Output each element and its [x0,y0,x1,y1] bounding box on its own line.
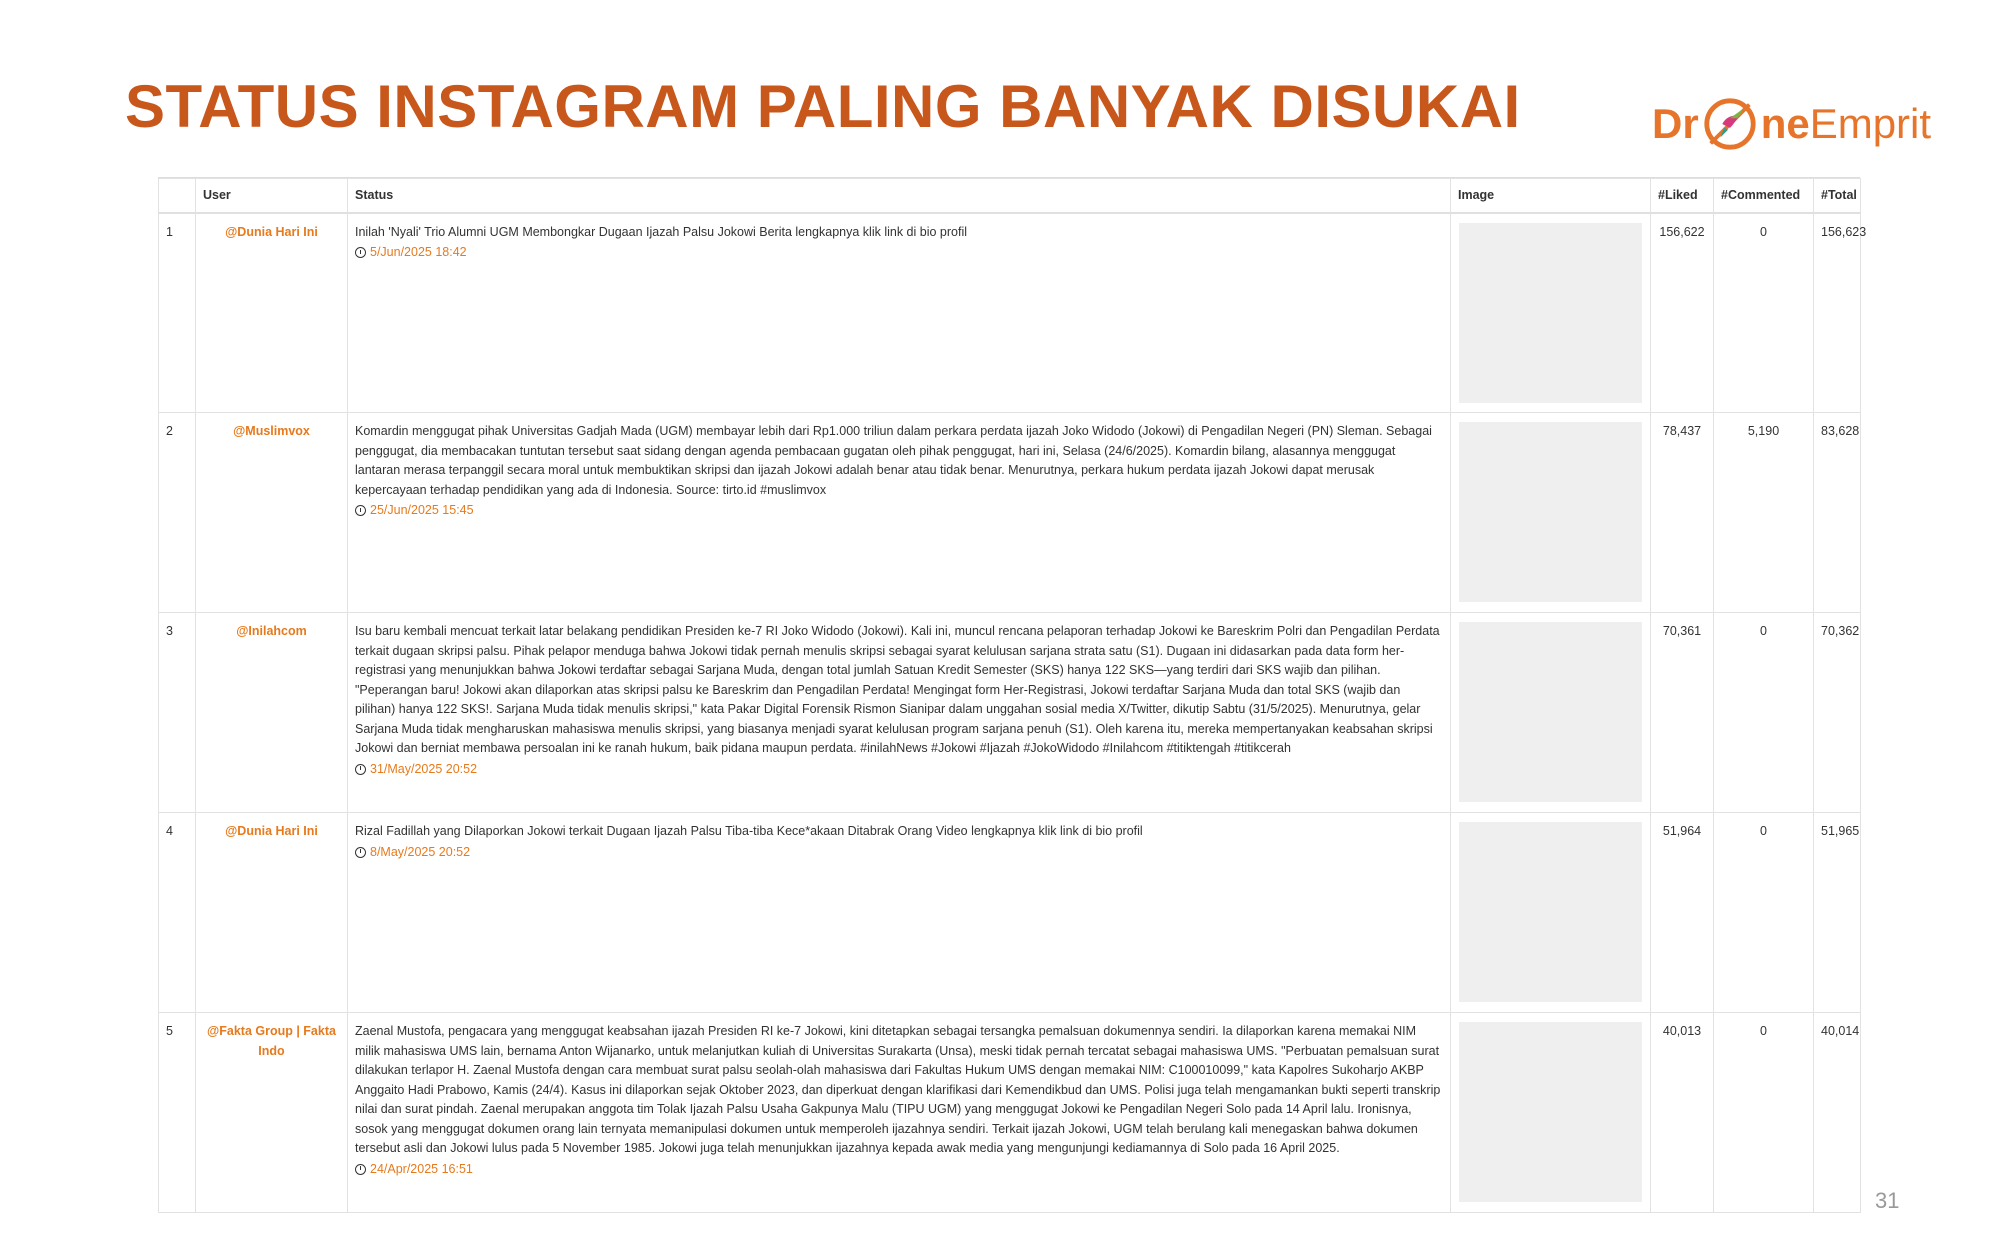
header-index [159,179,196,213]
clock-icon [355,764,366,775]
status-table-container [158,177,1867,1208]
header-total[interactable]: #Total [1814,179,1861,213]
status-cell [348,213,1451,413]
total-count: 40,014 [1814,1013,1861,1213]
timestamp[interactable] [355,501,1443,521]
liked-count: 78,437 [1651,413,1714,613]
status-text: Komardin menggugat pihak Universitas Gadjah Mada (UGM) membayar lebih dari Rp1.000 triliun dalam perkara perdata ijazah Joko Widodo (Jokowi) di Pengadilan Negeri (PN) Sleman. Sebagai penggugat, dia membacakan tuntutan tersebut saat sidang dengan agenda pembacaan gugatan oleh pihak penggugat, hari ini, Selasa (24/6/2025). Komardin bilang, alasannya menggugat lantaran merasa terpanggil secara moral untuk membuktikan skripsi dan ijazah Jokowi adalah benar atau tidak benar. Menurutnya, perkara hukum perdata ijazah Jokowi dapat merusak kepercayaan terhadap pendidikan yang ada di Indonesia. Source: tirto.id #muslimvox [355,424,1432,497]
user-link[interactable]: @Dunia Hari Ini [196,813,348,1013]
header-image[interactable]: Image [1451,179,1651,213]
image-cell [1451,613,1651,813]
header-commented[interactable]: #Commented [1714,179,1814,213]
table-row [159,613,1861,813]
user-link[interactable]: @Dunia Hari Ini [196,213,348,413]
logo-text-part2: ne [1760,100,1810,147]
status-table [158,178,1867,1213]
timestamp[interactable] [355,1160,1443,1180]
table-row [159,213,1861,413]
row-index: 2 [159,413,196,613]
header-status[interactable]: Status [348,179,1451,213]
commented-count: 0 [1714,213,1814,413]
table-row [159,813,1861,1013]
timestamp-text: 24/Apr/2025 16:51 [370,1161,473,1176]
total-count: 70,362 [1814,613,1861,813]
total-count: 83,628 [1814,413,1861,613]
timestamp[interactable] [355,243,1443,263]
commented-count: 5,190 [1714,413,1814,613]
liked-count: 156,622 [1651,213,1714,413]
page-title: STATUS INSTAGRAM PALING BANYAK DISUKAI [125,73,1521,140]
timestamp[interactable] [355,843,1443,863]
post-image[interactable] [1459,1022,1642,1202]
status-cell [348,413,1451,613]
user-link[interactable]: @Muslimvox [196,413,348,613]
image-cell [1451,813,1651,1013]
timestamp-text: 31/May/2025 20:52 [370,761,478,776]
post-image[interactable] [1459,822,1642,1002]
status-cell [348,813,1451,1013]
status-text: Rizal Fadillah yang Dilaporkan Jokowi terkait Dugaan Ijazah Palsu Tiba-tiba Kece*akaan Ditabrak Orang Video lengkapnya klik link di bio profil [355,824,1143,838]
status-cell [348,1013,1451,1213]
status-text: Isu baru kembali mencuat terkait latar belakang pendidikan Presiden ke-7 RI Joko Widodo (Jokowi). Kali ini, muncul rencana pelaporan terhadap Jokowi ke Bareskrim Polri dan Pengadilan Perdata terkait dugaan skripsi palsu. Pihak pelapor menduga bahwa Jokowi tidak pernah menulis skripsi sebagai syarat kelulusan sarjana strata satu (S1). Dugaan ini didasarkan pada data form her-registrasi yang menunjukkan bahwa Jokowi terdaftar sebagai Sarjana Muda, dengan total jumlah Satuan Kredit Semester (SKS) hanya 122 SKS—yang terdiri dari SKS wajib dan pilihan. "Peperangan baru! Jokowi akan dilaporkan atas skripsi palsu ke Bareskrim dan Pengadilan Perdata! Mengingat form Her-Registrasi, Jokowi terdaftar Sarjana Muda dan total SKS (wajib dan pilihan) hanya 122 SKS!. Sarjana Muda tidak menulis skripsi," kata Pakar Digital Forensik Rismon Sianipar dalam unggahan sosial media X/Twitter, dikutip Sabtu (31/5/2025). Menurutnya, gelar Sarjana Muda tidak mengharuskan mahasiswa menulis skripsi, yang biasanya menjadi syarat kelulusan program sarjana penuh (S1). Oleh karena itu, mereka mempertanyakan keabsahan skripsi Jokowi dan berniat membawa persoalan ini ke ranah hukum, baik pidana maupun perdata. #inilahNews #Jokowi #Ijazah #JokoWidodo #Inilahcom #titiktengah #titikcerah [355,624,1440,755]
row-index: 1 [159,213,196,413]
liked-count: 40,013 [1651,1013,1714,1213]
status-cell [348,613,1451,813]
clock-icon [355,505,366,516]
user-link[interactable]: @Fakta Group | Fakta Indo [196,1013,348,1213]
post-image[interactable] [1459,223,1642,403]
table-row [159,413,1861,613]
logo-text-part3: Emprit [1809,100,1932,147]
commented-count: 0 [1714,1013,1814,1213]
row-index: 5 [159,1013,196,1213]
liked-count: 51,964 [1651,813,1714,1013]
timestamp[interactable] [355,760,1443,780]
logo-text-part1: Dr [1652,100,1699,147]
clock-icon [355,247,366,258]
header-liked[interactable]: #Liked [1651,179,1714,213]
post-image[interactable] [1459,422,1642,602]
image-cell [1451,213,1651,413]
row-index: 4 [159,813,196,1013]
user-link[interactable]: @Inilahcom [196,613,348,813]
total-count: 51,965 [1814,813,1861,1013]
commented-count: 0 [1714,613,1814,813]
page-number: 31 [1875,1188,1900,1213]
header-user[interactable]: User [196,179,348,213]
timestamp-text: 25/Jun/2025 15:45 [370,503,474,517]
commented-count: 0 [1714,813,1814,1013]
post-image[interactable] [1459,622,1642,802]
status-text: Zaenal Mustofa, pengacara yang menggugat keabsahan ijazah Presiden RI ke-7 Jokowi, kini ditetapkan sebagai tersangka pemalsuan dokumennya sendiri. Ia dilaporkan karena memakai NIM milik mahasiswa UMS lain, bernama Anton Wijanarko, untuk melanjutkan kuliah di Universitas Surakarta (Unsa), meski tidak pernah tercatat sebagai mahasiswa UMS. "Perbuatan pemalsuan surat dilakukan terlapor H. Zaenal Mustofa dengan cara membuat surat palsu seolah-olah mahasiswa dari Fakultas Hukum UMS dengan memakai NIM: C100010099," kata Kapolres Sukoharjo AKBP Anggaito Hadi Prabowo, Kamis (24/4). Kasus ini dilaporkan sejak Oktober 2023, dan diperkuat dengan klarifikasi dari Kemendikbud dan UMS. Polisi juga telah mengamankan bukti seperti transkrip nilai dan surat pindah. Zaenal merupakan anggota tim Tolak Ijazah Palsu Usaha Gakpunya Malu (TIPU UGM) yang menggugat Jokowi ke Pengadilan Negeri Solo pada 14 April lalu. Ironisnya, sosok yang menggugat dokumen orang lain ternyata memanipulasi dokumen untuk memperoleh ijazahnya sendiri. Terkait ijazah Jokowi, UGM telah berulang kali menegaskan bahwa dokumen tersebut asli dan Jokowi lulus pada 5 November 1985. Jokowi juga telah menunjukkan ijazahnya kepada awak media yang mengunjungi kediamannya di Solo pada 16 April 2025. [355,1024,1441,1155]
total-count: 156,623 [1814,213,1861,413]
image-cell [1451,413,1651,613]
row-index: 3 [159,613,196,813]
clock-icon [355,1164,366,1175]
timestamp-text: 8/May/2025 20:52 [370,844,471,859]
status-text: Inilah 'Nyali' Trio Alumni UGM Membongkar Dugaan Ijazah Palsu Jokowi Berita lengkapnya klik link di bio profil [355,224,967,239]
clock-icon [355,847,366,858]
table-header-row [159,179,1861,213]
liked-count: 70,361 [1651,613,1714,813]
table-row [159,1013,1861,1213]
drone-bird-logo-icon [1701,95,1759,153]
drone-emprit-logo [1652,88,1931,160]
image-cell [1451,1013,1651,1213]
timestamp-text: 5/Jun/2025 18:42 [370,245,467,259]
